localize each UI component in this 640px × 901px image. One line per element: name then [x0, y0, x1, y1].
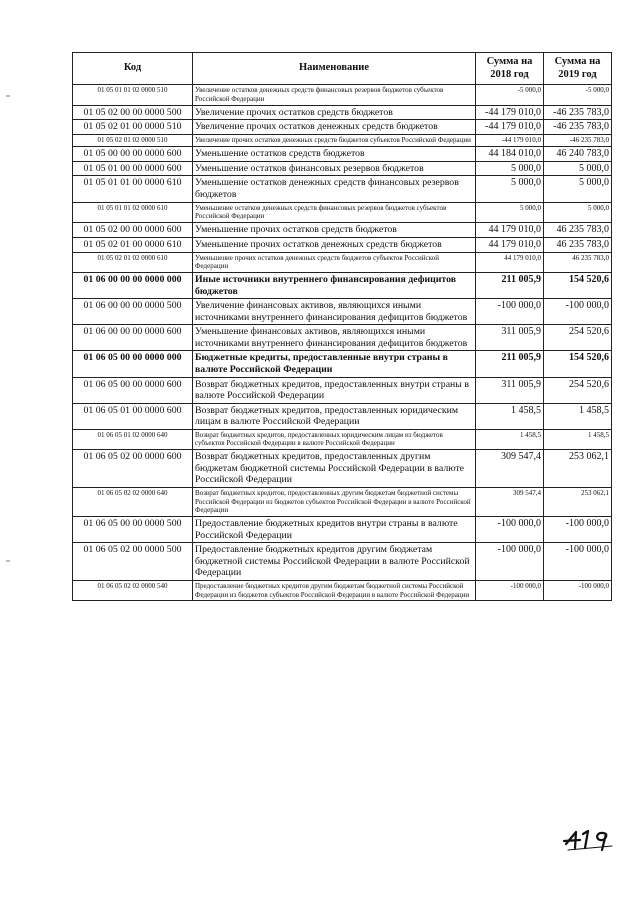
table-row [73, 450, 612, 488]
row-sum-2019: -46 235 783,0 [544, 120, 612, 135]
table-row [73, 146, 612, 161]
row-sum-2019: 46 235 783,0 [544, 252, 612, 273]
row-name: Уменьшение остатков средств бюджетов [193, 146, 476, 161]
row-code: 01 05 02 01 02 0000 610 [73, 252, 193, 273]
row-sum-2018: 5 000,0 [476, 161, 544, 176]
row-sum-2019: 154 520,6 [544, 351, 612, 377]
row-sum-2019: 253 062,1 [544, 487, 612, 516]
row-code: 01 06 00 00 00 0000 600 [73, 325, 193, 351]
row-name: Бюджетные кредиты, предоставленные внутри страны в валюте Российской Федерации [193, 351, 476, 377]
row-sum-2018: 44 179 010,0 [476, 237, 544, 252]
row-code: 01 06 05 02 02 0000 640 [73, 487, 193, 516]
row-sum-2019: -100 000,0 [544, 543, 612, 581]
row-sum-2018: 311 005,9 [476, 377, 544, 403]
row-sum-2018: -100 000,0 [476, 517, 544, 543]
row-sum-2019: 154 520,6 [544, 273, 612, 299]
row-name: Возврат бюджетных кредитов, предоставленных внутри страны в валюте Российской Федерации [193, 377, 476, 403]
row-sum-2019: -5 000,0 [544, 85, 612, 106]
row-code: 01 06 00 00 00 0000 500 [73, 299, 193, 325]
row-sum-2019: 254 520,6 [544, 325, 612, 351]
row-name: Увеличение прочих остатков средств бюджетов [193, 105, 476, 120]
row-name: Увеличение остатков денежных средств финансовых резервов бюджетов субъектов Российской Федерации [193, 85, 476, 106]
row-code: 01 05 02 00 00 0000 600 [73, 223, 193, 238]
row-code: 01 05 02 00 00 0000 500 [73, 105, 193, 120]
table-row [73, 429, 612, 450]
row-sum-2018: 44 179 010,0 [476, 223, 544, 238]
table-row [73, 487, 612, 516]
row-sum-2019: 254 520,6 [544, 377, 612, 403]
row-code: 01 06 05 00 00 0000 600 [73, 377, 193, 403]
row-sum-2019: 1 458,5 [544, 403, 612, 429]
row-sum-2018: 5 000,0 [476, 176, 544, 202]
row-sum-2019: -46 235 783,0 [544, 135, 612, 147]
table-row [73, 105, 612, 120]
table-row [73, 85, 612, 106]
table-row [73, 299, 612, 325]
table-header-row [73, 53, 612, 85]
row-sum-2019: -100 000,0 [544, 517, 612, 543]
row-name: Увеличение финансовых активов, являющихся иными источниками внутреннего финансирования дефицитов бюджетов [193, 299, 476, 325]
row-name: Уменьшение прочих остатков денежных средств бюджетов субъектов Российской Федерации [193, 252, 476, 273]
table-body [73, 85, 612, 601]
row-name: Уменьшение прочих остатков средств бюджетов [193, 223, 476, 238]
row-name: Уменьшение остатков денежных средств финансовых резервов бюджетов [193, 176, 476, 202]
scan-mark [6, 560, 10, 562]
row-name: Возврат бюджетных кредитов, предоставленных другим бюджетам бюджетной системы Российской Федерации из бюджетов субъектов Российской Федерации в валюте Российской Федерации [193, 487, 476, 516]
row-name: Возврат бюджетных кредитов, предоставленных юридическим лицам в валюте Российской Федерации [193, 403, 476, 429]
table-row [73, 403, 612, 429]
row-code: 01 06 05 02 02 0000 540 [73, 580, 193, 601]
row-sum-2019: -46 235 783,0 [544, 105, 612, 120]
row-sum-2018: 44 184 010,0 [476, 146, 544, 161]
row-name: Иные источники внутреннего финансирования дефицитов бюджетов [193, 273, 476, 299]
row-sum-2019: -100 000,0 [544, 299, 612, 325]
table-row [73, 543, 612, 581]
row-sum-2018: -100 000,0 [476, 543, 544, 581]
row-sum-2019: 253 062,1 [544, 450, 612, 488]
row-code: 01 05 02 01 02 0000 510 [73, 135, 193, 147]
table-row [73, 580, 612, 601]
table-row [73, 517, 612, 543]
table-row [73, 120, 612, 135]
table-row [73, 377, 612, 403]
row-code: 01 05 01 01 02 0000 510 [73, 85, 193, 106]
row-sum-2018: 5 000,0 [476, 202, 544, 223]
table-row [73, 176, 612, 202]
row-code: 01 05 01 00 00 0000 600 [73, 161, 193, 176]
row-sum-2018: -44 179 010,0 [476, 135, 544, 147]
row-code: 01 06 05 02 00 0000 500 [73, 543, 193, 581]
row-sum-2018: 1 458,5 [476, 403, 544, 429]
row-sum-2019: -100 000,0 [544, 580, 612, 601]
row-code: 01 06 05 00 00 0000 500 [73, 517, 193, 543]
table-row [73, 202, 612, 223]
table-row [73, 252, 612, 273]
row-name: Возврат бюджетных кредитов, предоставленных юридическим лицам из бюджетов субъектов Российской Федерации в валюте Российской Федерации [193, 429, 476, 450]
row-sum-2018: -44 179 010,0 [476, 105, 544, 120]
header-code: Код [73, 53, 193, 85]
row-sum-2018: -44 179 010,0 [476, 120, 544, 135]
row-name: Увеличение прочих остатков денежных средств бюджетов [193, 120, 476, 135]
row-code: 01 06 05 00 00 0000 000 [73, 351, 193, 377]
row-name: Уменьшение прочих остатков денежных средств бюджетов [193, 237, 476, 252]
header-sum-2019: Сумма на 2019 год [544, 53, 612, 85]
row-code: 01 06 05 01 00 0000 600 [73, 403, 193, 429]
row-sum-2018: 309 547,4 [476, 450, 544, 488]
row-sum-2019: 46 235 783,0 [544, 223, 612, 238]
row-sum-2019: 46 235 783,0 [544, 237, 612, 252]
row-code: 01 05 02 01 00 0000 510 [73, 120, 193, 135]
row-name: Уменьшение остатков денежных средств финансовых резервов бюджетов субъектов Российской Федерации [193, 202, 476, 223]
row-sum-2018: 309 547,4 [476, 487, 544, 516]
header-sum-2018: Сумма на 2018 год [476, 53, 544, 85]
handwritten-page-number [562, 826, 616, 852]
row-code: 01 06 05 02 00 0000 600 [73, 450, 193, 488]
row-sum-2018: -100 000,0 [476, 580, 544, 601]
table-row [73, 135, 612, 147]
table-row [73, 325, 612, 351]
table-row [73, 223, 612, 238]
row-sum-2019: 46 240 783,0 [544, 146, 612, 161]
budget-sources-table [72, 52, 612, 601]
row-name: Уменьшение остатков финансовых резервов бюджетов [193, 161, 476, 176]
table-row [73, 273, 612, 299]
row-code: 01 05 02 01 00 0000 610 [73, 237, 193, 252]
row-sum-2019: 5 000,0 [544, 161, 612, 176]
row-sum-2019: 1 458,5 [544, 429, 612, 450]
row-name: Предоставление бюджетных кредитов другим бюджетам бюджетной системы Российской Федерации из бюджетов субъектов Российской Федерации в валюте Российской Федерации [193, 580, 476, 601]
row-code: 01 05 01 01 02 0000 610 [73, 202, 193, 223]
header-name: Наименование [193, 53, 476, 85]
row-sum-2018: 211 005,9 [476, 273, 544, 299]
table-row [73, 237, 612, 252]
row-code: 01 06 05 01 02 0000 640 [73, 429, 193, 450]
scan-mark [6, 95, 10, 97]
row-name: Уменьшение финансовых активов, являющихся иными источниками внутреннего финансирования дефицитов бюджетов [193, 325, 476, 351]
row-code: 01 05 00 00 00 0000 600 [73, 146, 193, 161]
table-row [73, 161, 612, 176]
row-name: Предоставление бюджетных кредитов другим бюджетам бюджетной системы Российской Федерации в валюте Российской Федерации [193, 543, 476, 581]
row-sum-2018: -5 000,0 [476, 85, 544, 106]
row-sum-2018: 211 005,9 [476, 351, 544, 377]
row-sum-2018: -100 000,0 [476, 299, 544, 325]
row-name: Увеличение прочих остатков денежных средств бюджетов субъектов Российской Федерации [193, 135, 476, 147]
row-name: Предоставление бюджетных кредитов внутри страны в валюте Российской Федерации [193, 517, 476, 543]
row-sum-2019: 5 000,0 [544, 176, 612, 202]
row-sum-2018: 311 005,9 [476, 325, 544, 351]
table-row [73, 351, 612, 377]
row-sum-2018: 44 179 010,0 [476, 252, 544, 273]
row-sum-2019: 5 000,0 [544, 202, 612, 223]
row-name: Возврат бюджетных кредитов, предоставленных другим бюджетам бюджетной системы Российской Федерации в валюте Российской Федерации [193, 450, 476, 488]
row-sum-2018: 1 458,5 [476, 429, 544, 450]
row-code: 01 06 00 00 00 0000 000 [73, 273, 193, 299]
row-code: 01 05 01 01 00 0000 610 [73, 176, 193, 202]
